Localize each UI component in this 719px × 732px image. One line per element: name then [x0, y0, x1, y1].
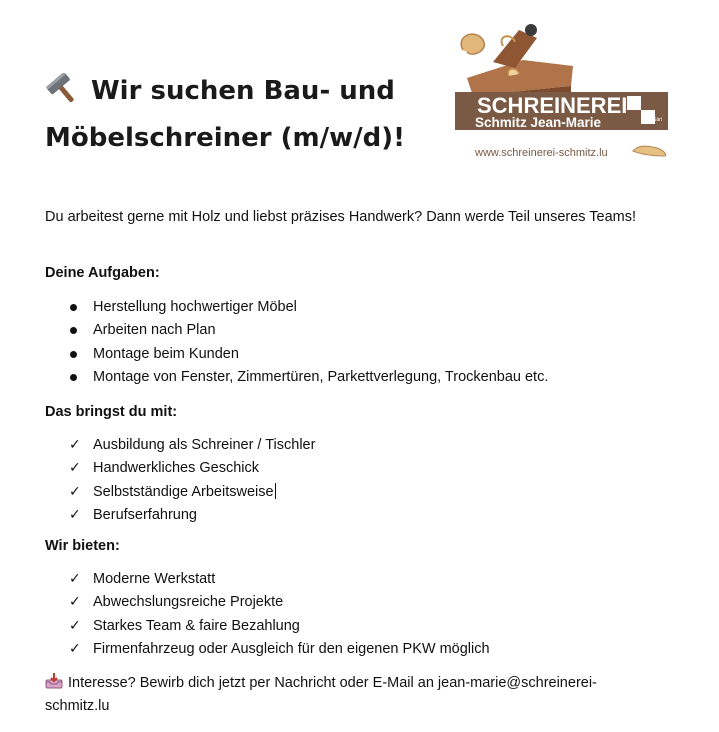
- list-item: ✓ Moderne Werkstatt: [69, 570, 216, 587]
- title-line-1: Wir suchen Bau- und: [91, 76, 395, 106]
- checkmark-icon: ✓: [69, 616, 81, 633]
- checkmark-icon: ✓: [69, 482, 81, 499]
- intro-paragraph: Du arbeitest gerne mit Holz und liebst präzises Handwerk? Dann werde Teil unseres Teams!: [45, 209, 637, 225]
- offer-heading: Wir bieten:: [45, 538, 120, 554]
- checkmark-icon: ✓: [69, 593, 81, 610]
- list-item: Montage von Fenster, Zimmertüren, Parkettverlegung, Trockenbau etc.: [45, 366, 665, 389]
- contact-paragraph: [45, 672, 645, 718]
- offer-list: [45, 568, 665, 661]
- requirements-list: [45, 434, 665, 527]
- requirements-heading: Das bringst du mit:: [45, 404, 178, 420]
- checkmark-icon: ✓: [69, 570, 81, 586]
- list-item: ✓ Abwechslungsreiche Projekte: [69, 593, 284, 611]
- tasks-list: [45, 296, 665, 389]
- bullet-icon: [70, 304, 77, 311]
- list-item: ✓ Berufserfahrung: [69, 505, 197, 523]
- logo-owner-name: Schmitz Jean-Marie: [475, 115, 602, 130]
- hammer-icon: [45, 72, 79, 102]
- checkmark-icon: ✓: [69, 505, 81, 522]
- page-title: [45, 68, 445, 162]
- checkmark-icon: ✓: [69, 459, 81, 476]
- logo-company-name: SCHREINEREI: [477, 93, 628, 118]
- company-logo: [453, 14, 671, 164]
- logo-website: www.schreinerei-schmitz.lu: [475, 147, 608, 159]
- checkmark-icon: ✓: [69, 639, 81, 656]
- bullet-icon: [70, 374, 77, 381]
- list-item: Arbeiten nach Plan: [45, 319, 665, 342]
- list-item: Montage beim Kunden: [45, 343, 665, 366]
- list-item: ✓ Starkes Team & faire Bezahlung: [69, 616, 300, 634]
- tasks-heading: Deine Aufgaben:: [45, 265, 160, 281]
- list-item: Herstellung hochwertiger Möbel: [45, 296, 665, 319]
- checkmark-icon: ✓: [69, 436, 81, 452]
- bullet-icon: [70, 351, 77, 358]
- list-item: ✓ Selbstständige Arbeitsweise: [69, 482, 274, 500]
- inbox-tray-icon: [45, 673, 63, 689]
- text-cursor: [275, 483, 276, 499]
- wood-plane-icon: [461, 24, 573, 102]
- list-item: ✓ Handwerkliches Geschick: [69, 459, 260, 477]
- logo-legal-form: Sàrl: [653, 117, 662, 123]
- contact-text-line-1: Interesse? Bewirb dich jetzt per Nachricht oder E-Mail an jean-marie@schreinerei-: [68, 675, 597, 691]
- list-item: ✓ Firmenfahrzeug oder Ausgleich für den eigenen PKW möglich: [69, 639, 490, 657]
- list-item: ✓ Ausbildung als Schreiner / Tischler: [69, 436, 316, 453]
- title-line-2: Möbelschreiner (m/w/d)!: [45, 123, 406, 153]
- bullet-icon: [70, 327, 77, 334]
- contact-text-line-2: schmitz.lu: [45, 698, 110, 714]
